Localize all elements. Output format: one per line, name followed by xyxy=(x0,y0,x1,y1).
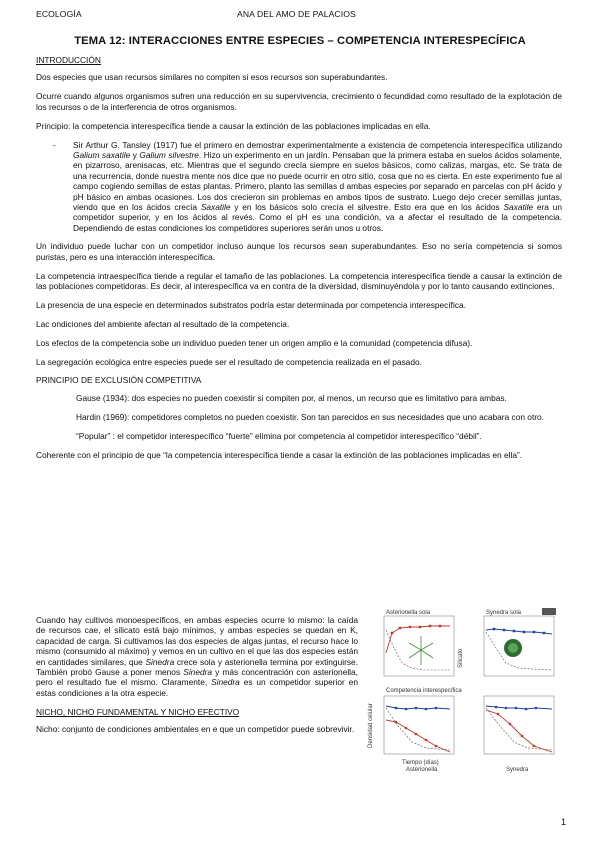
paragraph-popular: “Popular” : el competidor interespecífico “fuerte” elimina por competencia al competidor interespecífico “débil”. xyxy=(76,430,482,441)
paragraph-individual: Un individuo puede luchar con un competidor incluso aunque los recursos sean superabundantes. Eso no sería competencia si somos puristas, pero es una interacción interespecífica. xyxy=(36,241,562,262)
y-axis-label-right: Silicato xyxy=(458,648,464,668)
paragraph-intraspecific: La competencia intraespecífica tiende a regular el tamaño de las poblaciones. La competencia interespecífica tiende a causar la extinción de las poblaciones competidoras. Es decir, al interespecífica va en contra de la diversidad, disminuyéndola y por lo tanto causando extinciones. xyxy=(36,270,562,291)
lower-left-column xyxy=(36,615,358,743)
header-subject: ECOLOGÍA xyxy=(36,9,82,19)
page-title: TEMA 12: INTERACCIONES ENTRE ESPECIES – COMPETENCIA INTERESPECÍFICA xyxy=(74,35,526,47)
panel-synedra-alone xyxy=(484,608,556,676)
section-exclusion-heading: PRINCIPIO DE EXCLUSIÓN COMPETITIVA xyxy=(36,375,202,386)
paragraph-principle: Principio: la competencia interespecífica tiende a causar la extinción de las poblaciones implicadas en ella. xyxy=(36,120,431,131)
paragraph-intro-2: Ocurre cuando algunos organismos sufren una reducción en su supervivencia, crecimiento o fecundidad como resultado de la explotación de los recursos o de la interferencia de otros organismos. xyxy=(36,91,562,112)
species-name: Galium saxatile xyxy=(73,149,131,160)
species-name: Saxatile xyxy=(200,201,231,212)
y-axis-label-left: Densidad celular xyxy=(368,703,374,748)
panel-asterionella-alone xyxy=(384,610,454,676)
species-name: Sinedra xyxy=(145,656,175,667)
page-number: 1 xyxy=(560,817,566,827)
paragraph-cultures: Cuando hay cultivos monoespecíficos, en ambas especies ocurre lo mismo: la caída de recursos cae, el silicato está bajo mínimos, y ambas especies se quedan en K, capacidad de carga. Si cultivamos las dos especies de algas juntas, el recurso hace lo mismo (consumido al máximo) y vemos en un cultivo en el que las dos especies están en cantidades similares, que Sinedra crece sola y asterionella termina por extinguirse. También probó Gause a poner menos Sinedra y más concentración con asterionella, pero el resultado fue el mismo. Claramente, Sinedra es un competidor superior en estas condiciones a la otra especie. xyxy=(36,615,358,698)
x-axis-label: Tiempo (días) xyxy=(402,760,439,766)
species-name: Galium silvestre xyxy=(139,149,199,160)
paragraph-niche-definition: Nicho: conjunto de condiciones ambientales en e que un competidor puede sobrevivir. xyxy=(36,724,355,735)
species-name: Sinedra xyxy=(211,677,240,688)
main-content xyxy=(36,55,562,468)
paragraph-gause: Gause (1934): dos especies no pueden coexistir si compiten por, al menos, un recurso que es limitativo para ambas. xyxy=(76,392,507,403)
paragraph-conditions: Lac ondiciones del ambiente afectan al resultado de la competencia. xyxy=(36,318,290,329)
paragraph-coherent: Coherente con el principio de que “la competencia interespecífica tiende a casar la extinción de las poblaciones implicadas en ella”. xyxy=(36,449,523,460)
panel-b-title: Synedra sola xyxy=(486,610,522,616)
section-intro-heading: INTRODUCCIÓN xyxy=(36,55,101,65)
panel-a-title: Asterionella sola xyxy=(386,610,431,616)
bullet-dash: - xyxy=(53,139,56,150)
species-name: Sinedra xyxy=(183,667,213,678)
paragraph-substrate: La presencia de una especie en determinados substratos podría estar determinada por competencia interespecífica. xyxy=(36,299,466,310)
list-item-tansley: - Sir Arthur G. Tansley (1917) fue el primero en demostrar experimentalmente a existencia de competencia interespecífica utilizando Galium saxatile y Galium silvestre. Hizo un experimento en un jardín. Pensaban que la primera estaba en suelos ácidos solamente, en pizarroso, arenisacas, etc. Mientras que el segundo crecía siempre en suelos básicos, como calizas, margas, etc. Se trata de una recurrencia, donde nuestra mente nos dice que no puede ocurrir en otro sitio, cosa que no es cierta. En este experimento fue al campo cogiendo semillas de estas plantas. Primero, planto las semillas d ambas especies por separado en parcelas con pH ácido y pH básico en ambas ocasiones. Los dos crecieron sin problemas en ambos tipos de sustrato. Luego dejo crecer semillas juntas, viendo que en los ácidos crecía Saxatile y en los básicos solo crecía el silvestre. Esto era que en los ácidos Saxatile era un competidor superior, y en los ácidos al revés. Como el pH es una condición, va a afectar el resultado de la competencia. Dependiendo de estas condiciones los competidores superiores serán unos u otros. xyxy=(53,139,562,233)
species-name: Saxatile xyxy=(503,201,534,212)
legend-asterionella: Asterionella xyxy=(406,767,438,773)
header-author: ANA DEL AMO DE PALACIOS xyxy=(237,9,356,19)
panel-c-title: Competencia interespecífica xyxy=(386,688,462,694)
competition-figure xyxy=(366,608,566,773)
paragraph-hardin: Hardin (1969): competidores completos no pueden coexistir. Son tan parecidos en sus necesidades que uno acabara con otro. xyxy=(76,411,545,422)
paragraph-diffuse: Los efectos de la competencia sobe un individuo pueden tener un origen amplio e la comunidad (competencia difusa). xyxy=(36,337,473,348)
section-niche-heading: NICHO, NICHO FUNDAMENTAL Y NICHO EFECTIVO xyxy=(36,706,240,717)
paragraph-intro-1: Dos especies que usan recursos similares no compiten si esos recursos son superabundantes. xyxy=(36,72,388,83)
legend-synedra: Synedra xyxy=(506,767,529,773)
paragraph-segregation: La segregación ecológica entre especies puede ser el resultado de competencia realizada en el pasado. xyxy=(36,356,422,367)
